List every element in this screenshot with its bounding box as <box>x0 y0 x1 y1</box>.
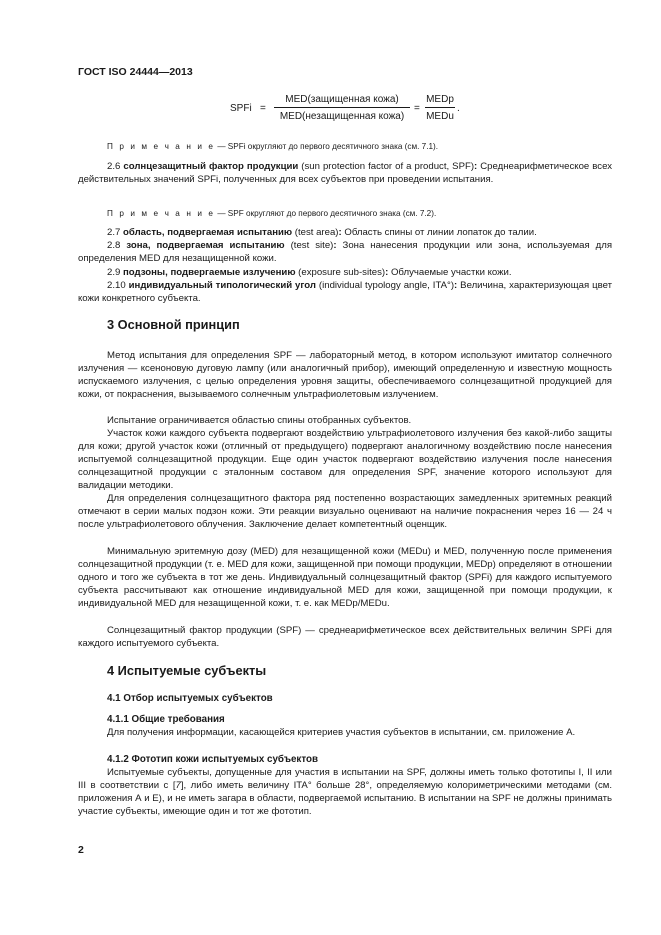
section-3-paragraph-5: Минимальную эритемную дозу (MED) для незащищенной кожи (MEDu) и MED, полученную после применения солнцезащитной продукции (т. е. MED для кожи, защищенной при помощи продукции, MEDp) определяют в отношении одного и того же субъекта в тот же день. Индивидуальный солнцезащитный фактор (SPFi) для каждого испытуемого субъекта рассчитывают как отношение индивидуальной MED для кожи, защищенной при помощи продукции, к индивидуальной MED для незащищенной кожи, т. е. как MEDp/MEDu. <box>78 546 612 609</box>
definition-english: (sun protection factor of a product, SPF) <box>298 161 475 172</box>
definition-colon: : <box>474 161 478 172</box>
note-2 <box>78 207 612 220</box>
fraction-bar-2 <box>425 107 455 108</box>
definition-term: зона, подвергаемая испытанию <box>126 240 285 251</box>
definition-2-8 <box>78 239 612 265</box>
definition-colon: : <box>454 280 458 291</box>
definition-2-9 <box>78 266 612 279</box>
fraction-bar-1 <box>274 107 410 108</box>
section-4-title: 4 Испытуемые субъекты <box>107 663 267 678</box>
formula-numerator-2: MEDp <box>426 94 454 105</box>
definition-number: 2.10 <box>107 280 126 291</box>
definition-colon: : <box>385 267 389 278</box>
note-text: — SPFi округляют до первого десятичного знака (см. 7.1). <box>215 142 439 151</box>
definition-number: 2.9 <box>107 267 121 278</box>
section-3-paragraph-3: Участок кожи каждого субъекта подвергают воздействию ультрафиолетового излучения без какой-либо защиты для кожи; другой участок кожи (отличный от предыдущего) подвергают аналогичному воздействию после нанесения испытуемой солнцезащитной продукции. Еще один участок подвергают воздействию излучения после нанесения солнцезащитной продукции с эталонным составом для определения SPF, значение которого используют для валидации методики. <box>78 428 612 491</box>
formula-lhs: SPFi <box>230 103 252 114</box>
definition-term: индивидуальный типологический угол <box>128 280 316 291</box>
definition-english: (individual typology angle, ITA°) <box>315 280 455 291</box>
spfi-formula <box>230 92 560 126</box>
definition-2-6 <box>78 160 612 186</box>
definition-2-7 <box>78 226 612 239</box>
definition-term: подзоны, подвергаемые излучению <box>123 267 296 278</box>
note-1 <box>78 140 612 153</box>
definition-text: Величина, характеризующая цвет кожи конкретного субъекта. <box>78 280 612 304</box>
definition-english: (test site) <box>284 240 334 251</box>
definition-text: Облучаемые участки кожи. <box>388 267 512 278</box>
subsection-4-1-1-title: 4.1.1 Общие требования <box>107 714 225 725</box>
definition-colon: : <box>338 227 342 238</box>
subsection-4-1-2-title: 4.1.2 Фототип кожи испытуемых субъектов <box>107 754 319 765</box>
subsection-4-1-1-text: Для получения информации, касающейся критериев участия субъектов в испытании, см. приложение А. <box>107 727 576 738</box>
section-3-paragraph-6: Солнцезащитный фактор продукции (SPF) — среднеарифметическое всех действительных величин SPFi для каждого испытуемого субъекта. <box>78 625 612 649</box>
definition-colon: : <box>333 240 337 251</box>
subsection-4-1-title: 4.1 Отбор испытуемых субъектов <box>107 693 273 704</box>
formula-denominator-1: MED(незащищенная кожа) <box>279 111 405 122</box>
subsection-4-1-2-text <box>78 766 612 818</box>
note-label: П р и м е ч а н и е <box>107 142 216 151</box>
note-label: П р и м е ч а н и е <box>107 209 216 218</box>
definition-number: 2.8 <box>107 240 121 251</box>
definition-text: Зона нанесения продукции или зона, используемая для определения MED для незащищенной кожи. <box>78 240 613 264</box>
definition-english: (exposure sub-sites) <box>295 267 386 278</box>
definition-text: Область спины от линии лопаток до талии. <box>341 227 537 238</box>
reference: 7 <box>175 780 181 791</box>
section-3-paragraph-2: Испытание ограничивается областью спины отобранных субъектов. <box>107 415 412 426</box>
formula-numerator-1: MED(защищенная кожа) <box>285 94 399 105</box>
standard-header: ГОСТ ISO 24444—2013 <box>78 66 193 78</box>
definition-term: область, подвергаемая испытанию <box>123 227 293 238</box>
definition-english: (test area) <box>292 227 339 238</box>
text-part: ], либо иметь величину ITA° больше 28°, определяемую колориметрическими методами (см. приложения А и Е), и не иметь загара в области, подвергаемой испытанию. В испытании на SPF не должны принимать участие субъекты, имеющие один и тот же фототип. <box>78 780 613 817</box>
formula-period: . <box>457 103 460 114</box>
definition-number: 2.6 <box>107 161 121 172</box>
definition-term: солнцезащитный фактор продукции <box>123 161 299 172</box>
section-3-title: 3 Основной принцип <box>107 317 240 332</box>
text-part: Испытуемые субъекты, допущенные для участия в испытании на SPF, должны иметь только фототипы I, II или III в соответствии с [ <box>78 767 612 791</box>
definition-text: Среднеарифметическое всех действительных значений SPFi, полученных для всех субъектов при проведении испытания. <box>78 161 612 185</box>
formula-denominator-2: MEDu <box>426 111 454 122</box>
formula-equals-1: = <box>260 103 266 114</box>
page-number: 2 <box>78 844 84 856</box>
section-3-paragraph-1: Метод испытания для определения SPF — лабораторный метод, в котором используют имитатор солнечного излучения — ксеноновую дуговую лампу (или аналогичный прибор), имеющий определенную и известную мощность испускаемого излучения, с целью определения уровня защиты, обеспечиваемого солнцезащитной продукцией для кожи, от покраснения, вызываемого солнечным ультрафиолетовым излучением. <box>78 350 612 400</box>
definition-2-10 <box>78 279 612 305</box>
section-3-paragraph-4: Для определения солнцезащитного фактора ряд постепенно возрастающих замедленных эритемных реакций отмечают в серии малых подзон кожи. Эти реакции визуально оценивают на наличие покраснения через 16 — 24 ч после ультрафиолетового облучения. Заключение делает компетентный оценщик. <box>78 493 612 530</box>
definition-number: 2.7 <box>107 227 121 238</box>
formula-equals-2: = <box>414 103 420 114</box>
note-text: — SPF округляют до первого десятичного знака (см. 7.2). <box>215 209 437 218</box>
